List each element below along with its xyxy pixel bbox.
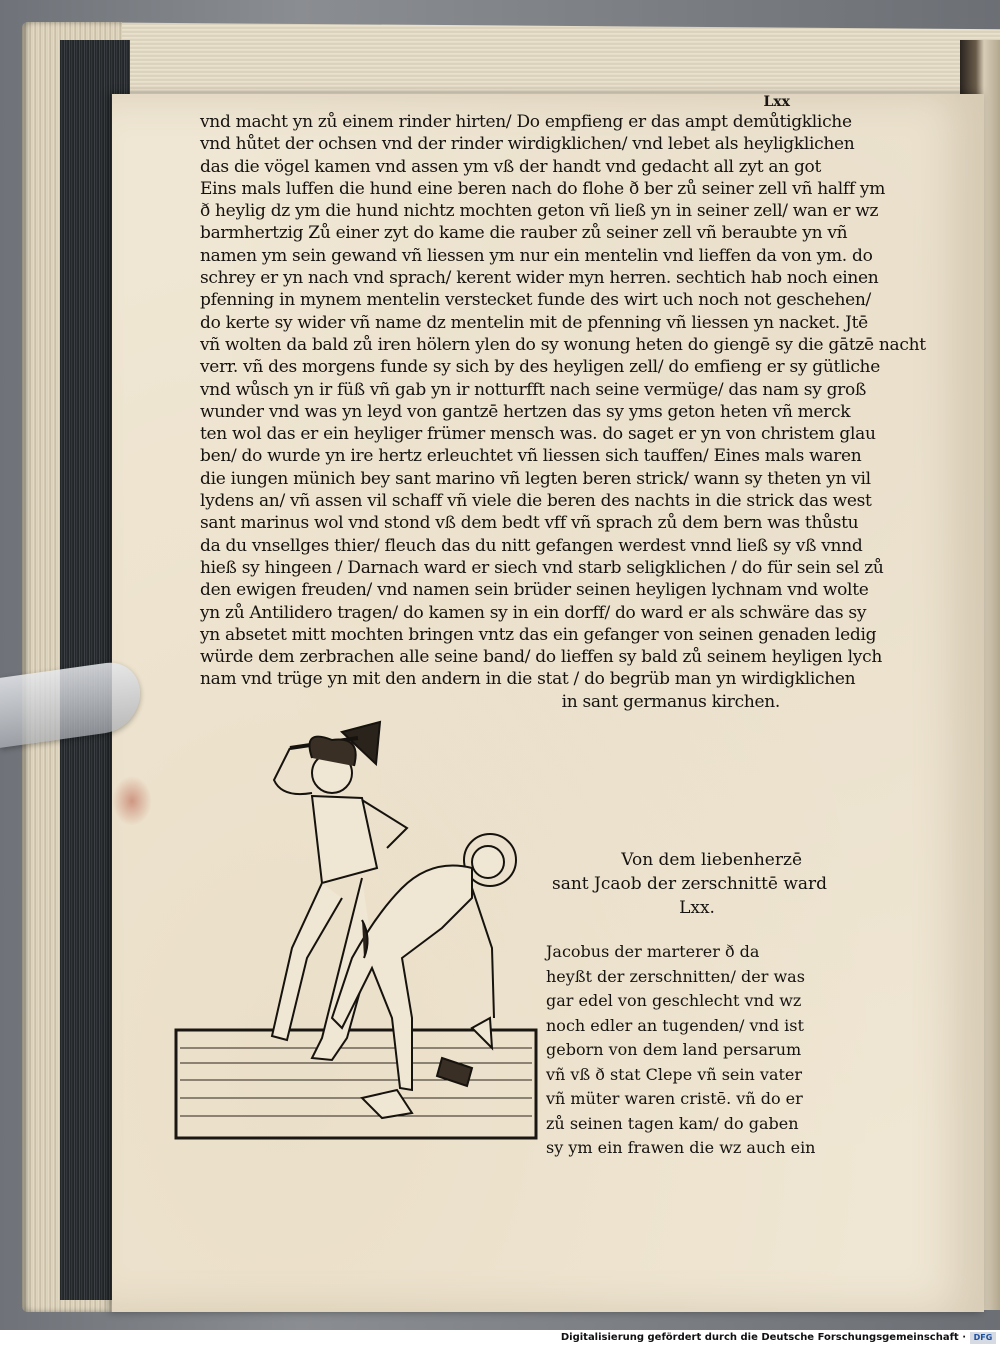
text-line: vñ vß ð stat Clepe vñ sein vater [546, 1064, 803, 1084]
text-line: noch edler an tugenden/ vnd ist [546, 1015, 804, 1035]
text-line: sant marinus wol vnd stond vß dem bedt vff vñ sprach zů dem bern was thůstu [200, 513, 859, 534]
text-line: ð heylig dz ym die hund nichtz mochten geton vñ ließ yn in seiner zell/ wan er wz [200, 201, 879, 222]
text-line: gar edel von geschlecht vnd wz [546, 991, 802, 1010]
chapter-title-line-1: Von dem liebenherzē [621, 850, 802, 870]
dfg-logo: DFG [970, 1332, 996, 1344]
footer-credit: Digitalisierung gefördert durch die Deutsche Forschungsgemeinschaft · [560, 1332, 966, 1343]
paper-stain [112, 776, 152, 826]
text-line: vnd hůtet der ochsen vnd der rinder wirdigklichen/ vnd lebet als heyligklichen [200, 134, 855, 155]
text-line: heyßt der zerschnitten/ der was [546, 966, 805, 986]
martyr-body [332, 866, 472, 1091]
text-line: vñ müter waren cristē. vñ do er [546, 1089, 803, 1108]
text-line: ten wol das er ein heyliger frümer mensch was. do saget er yn von christem glau [200, 424, 876, 445]
text-line: sy ym ein frawen die wz auch ein [546, 1138, 816, 1157]
text-line: barmhertzig Zů einer zyt do kame die rauber zů seiner zell vñ beraubte yn vñ [200, 223, 848, 244]
text-line: das die vögel kamen vnd assen ym vß der handt vnd gedacht all zyt an got [200, 156, 822, 177]
text-line: verr. vñ des morgens funde sy sich by des heyligen zell/ do emfieng er sy gütliche [200, 357, 880, 378]
text-line: den ewigen freuden/ vnd namen sein brüder seinen heyligen lychnam vnd wolte [200, 580, 869, 601]
woodcut-illustration [172, 718, 542, 1140]
text-line: nam vnd trüge yn mit den andern in die stat / do begrüb man yn wirdigklichen [200, 669, 856, 690]
text-line: schrey er yn nach vnd sprach/ kerent wider myn herren. sechtich hab noch einen [200, 268, 879, 289]
text-line: namen ym sein gewand vñ liessen ym nur ein mentelin vnd lieffen da von ym. do [200, 245, 873, 266]
text-line: do kerte sy wider vñ name dz mentelin mit de pfenning vñ liessen yn nacket. Jtē [200, 312, 868, 333]
text-line: Jacobus der marterer ð da [546, 942, 760, 961]
martyr-arm [472, 888, 494, 1018]
executioner-torso [312, 796, 377, 883]
footer-bar [0, 1330, 1000, 1346]
text-line: vnd macht yn zů einem rinder hirten/ Do empfieng er das ampt demůtigkliche [200, 112, 852, 132]
severed-limbs [362, 1018, 492, 1118]
chapter-number: Lxx. [679, 898, 715, 918]
text-line: yn absetet mitt mochten bringen vntz das ein gefanger von seinen genaden ledig [200, 624, 877, 645]
text-line: vñ wolten da bald zů iren hölern ylen do sy wonung heten do giengē sy die gātzē nacht [200, 334, 926, 355]
text-line: die iungen münich bey sant marino vñ legten beren strick/ wann sy theten yn vil [200, 468, 871, 489]
martyr-head [472, 846, 504, 878]
text-line: ben/ do wurde yn ire hertz erleuchtet vñ liessen sich tauffen/ Eines mals waren [200, 446, 862, 467]
text-line: Eins mals luffen die hund eine beren nach do flohe ð ber zů seiner zell vñ halff ym [200, 178, 886, 199]
woodcut-floor-hatching [180, 1048, 532, 1116]
folio-number: Lxx [763, 94, 790, 110]
text-line: wunder vnd was yn leyd von gantzē hertzen das sy yms geton heten vñ merck [200, 401, 851, 422]
text-line: in sant germanus kirchen. [561, 691, 780, 712]
text-line: pfenning in mynem mentelin verstecket funde des wirt uch noch not geschehen/ [200, 290, 871, 311]
margin-marks [26, 310, 40, 370]
text-line: yn zů Antilidero tragen/ do kamen sy in ein dorff/ do ward er als schwäre das sy [200, 602, 867, 623]
text-line: geborn von dem land persarum [546, 1040, 802, 1059]
chapter-heading [552, 848, 828, 920]
main-text-block [200, 111, 926, 713]
text-line: zů seinen tagen kam/ do gaben [546, 1113, 799, 1133]
chapter-title-line-2: sant Jcaob der zerschnittē ward [552, 874, 828, 894]
text-line: würde dem zerbrachen alle seine band/ do lieffen sy bald zů seinem heyligen lych [200, 647, 882, 668]
text-line: vnd wůsch yn ir füß vñ gab yn ir notturfft nach seine vermüge/ das nam sy groß [200, 379, 866, 400]
text-line: da du vnsellges thier/ fleuch das du nitt gefangen werdest vnnd ließ sy vß vnnd [200, 535, 863, 556]
text-line: lydens an/ vñ assen vil schaff vñ viele die beren des nachts in die strick das west [200, 491, 872, 512]
woodcut-frame [176, 1030, 536, 1138]
chapter-text-block [546, 940, 816, 1161]
text-line: hieß sy hingeen / Darnach ward er siech vnd starb seligklichen / do für sein sel zů [200, 557, 884, 578]
